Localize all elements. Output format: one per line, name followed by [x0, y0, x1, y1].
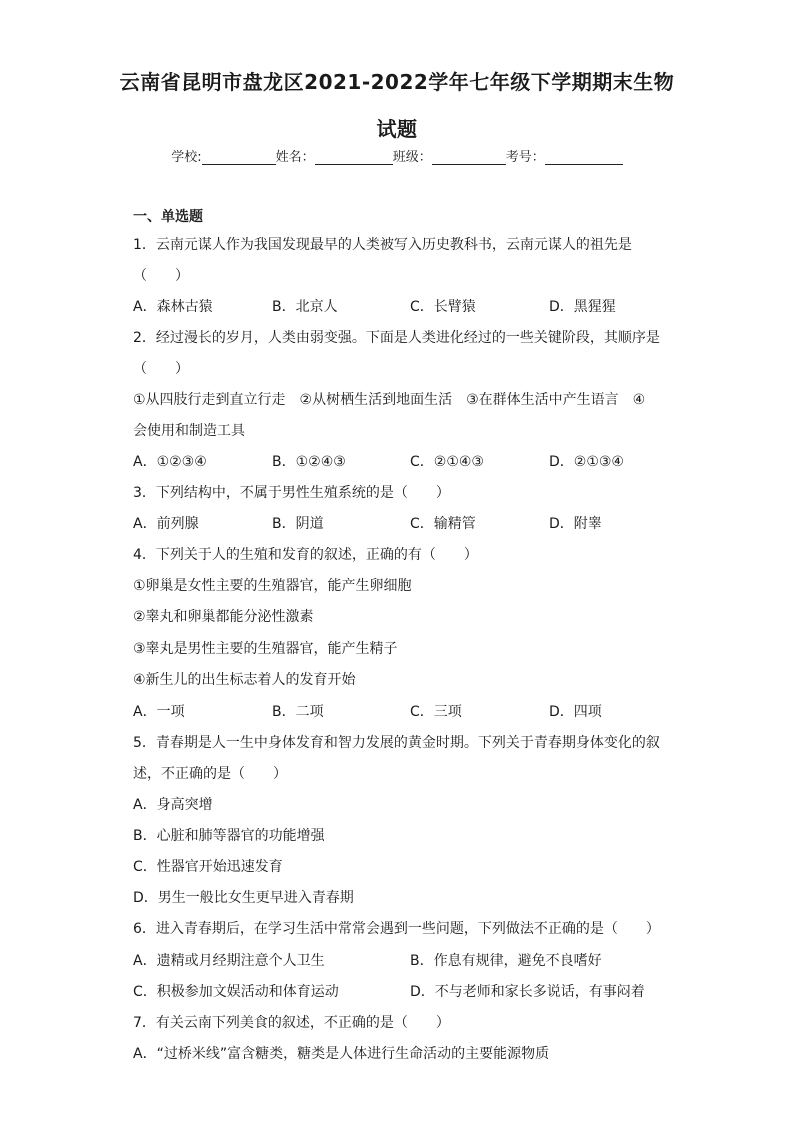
q3-option-d[interactable]: D．附睾: [549, 516, 602, 532]
q4-option-b[interactable]: B．二项: [272, 704, 324, 720]
q2-option-a[interactable]: A．①②③④: [133, 454, 207, 470]
school-label: 学校:: [171, 150, 202, 165]
q6-option-b[interactable]: B．作息有规律，避免不良嗜好: [410, 953, 602, 969]
q6-stem: 6．进入青春期后，在学习生活中常常会遇到一些问题，下列做法不正确的是（ ）: [133, 921, 660, 937]
q4-stem: 4．下列关于人的生殖和发育的叙述，正确的有（ ）: [133, 547, 478, 563]
q5-option-a[interactable]: A．身高突增: [133, 797, 213, 813]
q4-statement-4: ④新生儿的出生标志着人的发育开始: [133, 672, 356, 688]
q2-option-c[interactable]: C．②①④③: [410, 454, 484, 470]
q2-stem: 2．经过漫长的岁月，人类由弱变强。下面是人类进化经过的一些关键阶段，其顺序是: [133, 330, 660, 346]
q1-option-c[interactable]: C．长臂猿: [410, 299, 476, 315]
q2-stages-cont: 会使用和制造工具: [133, 423, 245, 439]
name-label: 姓名：: [275, 150, 315, 165]
q4-statement-1: ①卵巢是女性主要的生殖器官，能产生卵细胞: [133, 578, 412, 594]
q6-option-c[interactable]: C．积极参加文娱活动和体育运动: [133, 984, 339, 1000]
q7-option-a[interactable]: A．“过桥米线”富含糖类，糖类是人体进行生命活动的主要能源物质: [133, 1046, 550, 1062]
q5-stem-cont: 述，不正确的是（ ）: [133, 766, 287, 782]
q4-option-a[interactable]: A．一项: [133, 704, 185, 720]
q2-option-b[interactable]: B．①②④③: [272, 454, 346, 470]
q3-option-c[interactable]: C．输精管: [410, 516, 476, 532]
school-blank[interactable]: [202, 150, 276, 165]
q1-stem: 1．云南元谋人作为我国发现最早的人类被写入历史教科书，云南元谋人的祖先是: [133, 237, 632, 253]
name-blank[interactable]: [315, 150, 393, 165]
q2-stem-cont: （ ）: [133, 361, 189, 377]
q2-option-d[interactable]: D．②①③④: [549, 454, 624, 470]
q3-stem: 3．下列结构中，不属于男性生殖系统的是（ ）: [133, 485, 450, 501]
q4-option-c[interactable]: C．三项: [410, 704, 462, 720]
q4-option-d[interactable]: D．四项: [549, 704, 602, 720]
q5-option-d[interactable]: D．男生一般比女生更早进入青春期: [133, 890, 354, 906]
class-blank[interactable]: [432, 150, 506, 165]
q4-statement-2: ②睾丸和卵巢都能分泌性激素: [133, 609, 314, 625]
q6-option-a[interactable]: A．遗精或月经期注意个人卫生: [133, 953, 325, 969]
section-heading: 一、单选题: [133, 209, 203, 225]
q7-stem: 7．有关云南下列美食的叙述，不正确的是（ ）: [133, 1015, 450, 1031]
exam-title-line2: 试题: [376, 117, 418, 141]
q1-stem-cont: （ ）: [133, 268, 189, 284]
class-label: 班级：: [392, 150, 432, 165]
q4-statement-3: ③睾丸是男性主要的生殖器官，能产生精子: [133, 641, 398, 657]
q2-stages: ①从四肢行走到直立行走 ②从树栖生活到地面生活 ③在群体生活中产生语言 ④: [133, 392, 646, 408]
student-info-line: [0, 146, 794, 165]
q6-option-d[interactable]: D．不与老师和家长多说话，有事闷着: [410, 984, 645, 1000]
number-blank[interactable]: [545, 150, 623, 165]
q1-option-a[interactable]: A．森林古猿: [133, 299, 213, 315]
number-label: 考号：: [505, 150, 545, 165]
q5-option-b[interactable]: B．心脏和肺等器官的功能增强: [133, 828, 325, 844]
exam-title-line1: 云南省昆明市盘龙区2021-2022学年七年级下学期期末生物: [119, 70, 675, 94]
q1-option-d[interactable]: D．黑猩猩: [549, 299, 616, 315]
q3-option-b[interactable]: B．阴道: [272, 516, 324, 532]
q1-option-b[interactable]: B．北京人: [272, 299, 338, 315]
q5-option-c[interactable]: C．性器官开始迅速发育: [133, 859, 283, 875]
q5-stem: 5．青春期是人一生中身体发育和智力发展的黄金时期。下列关于青春期身体变化的叙: [133, 735, 660, 751]
q3-option-a[interactable]: A．前列腺: [133, 516, 199, 532]
